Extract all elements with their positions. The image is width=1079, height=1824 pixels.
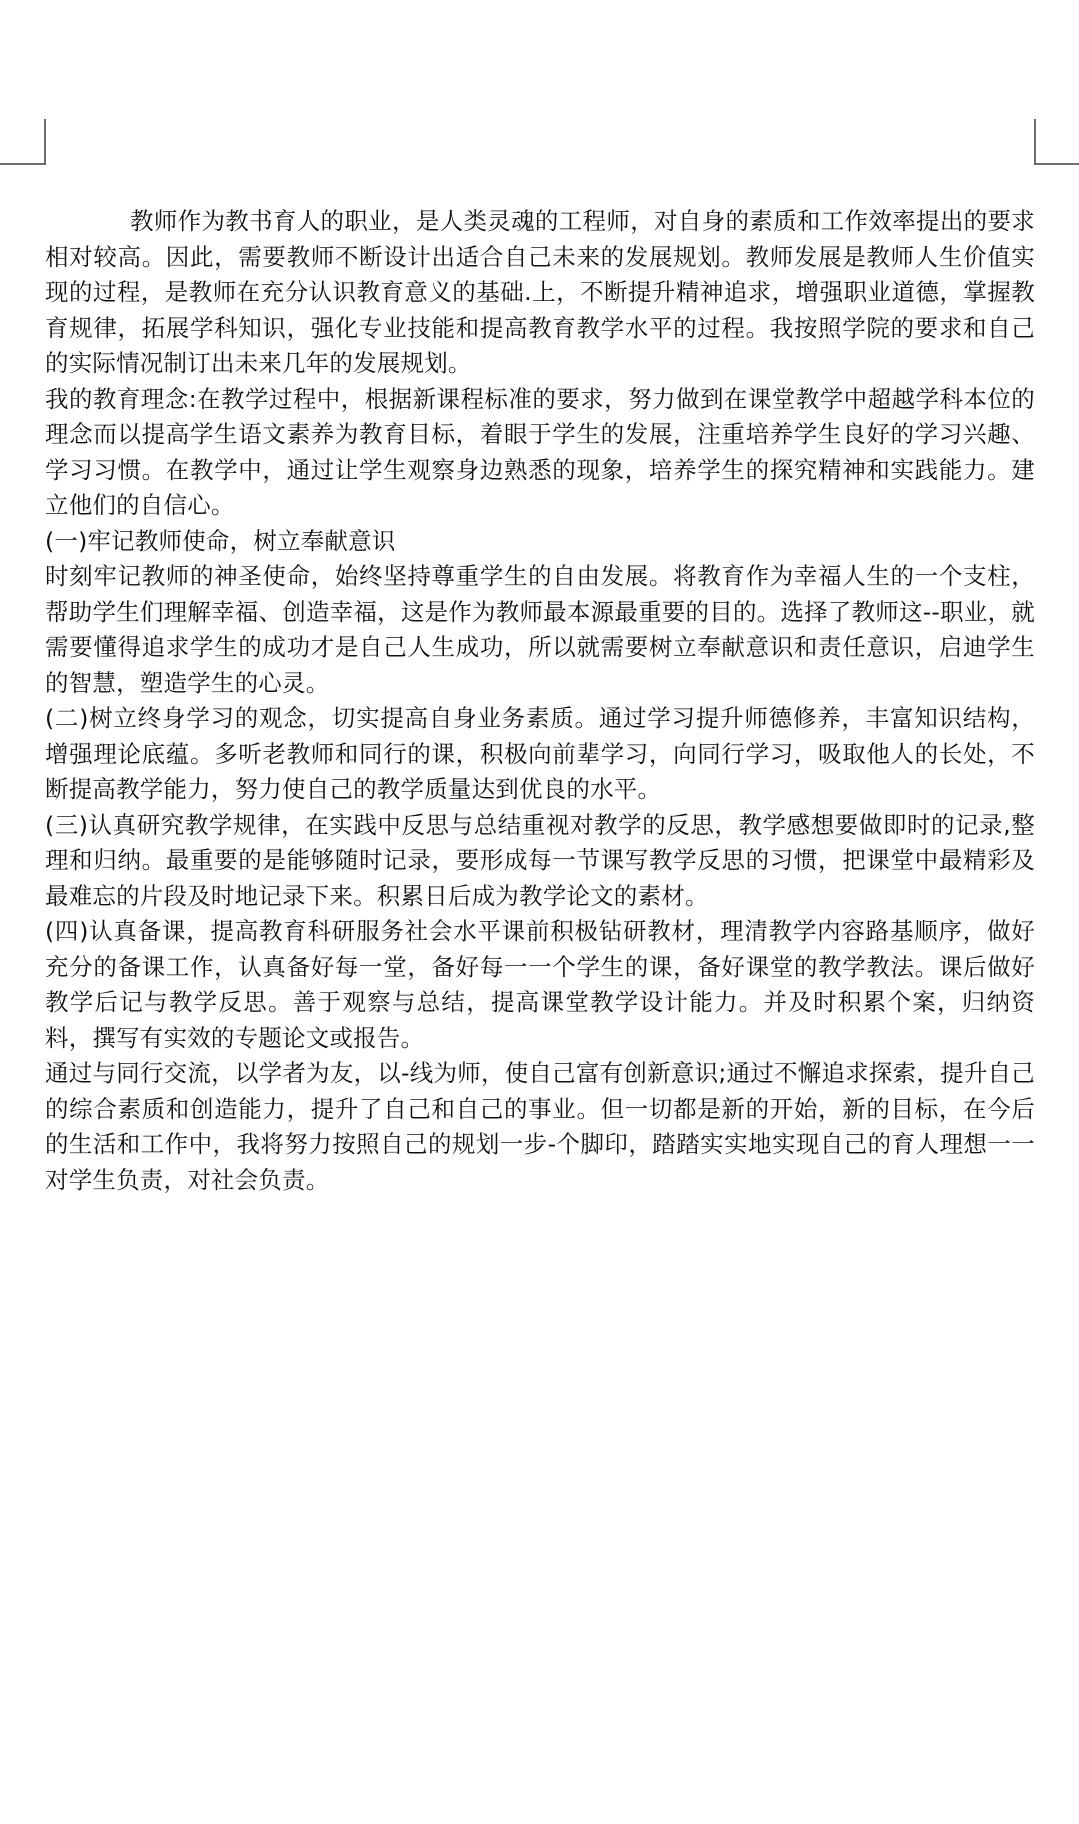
paragraph-intro: 教师作为教书育人的职业，是人类灵魂的工程师，对自身的素质和工作效率提出的要求相对较高。因此，需要教师不断设计出适合自己未来的发展规划。教师发展是教师人生价值实现的过程，是教师在充分认识教育意义的基础.上，不断提升精神追求，增强职业道德，掌握教育规律，拓展学科知识，强化专业技能和提高教育教学水平的过程。我按照学院的要求和自己的实际情况制订出未来几年的发展规划。	[45, 207, 1035, 377]
document-body	[45, 204, 1035, 1198]
paragraph-education-philosophy: 我的教育理念:在教学过程中，根据新课程标准的要求，努力做到在课堂教学中超越学科本位的理念而以提高学生语文素养为教育目标，着眼于学生的发展，注重培养学生良好的学习兴趣、学习习惯。在教学中，通过让学生观察身边熟悉的现象，培养学生的探究精神和实践能力。建立他们的自信心。	[45, 384, 1035, 519]
paragraph-mission: 时刻牢记教师的神圣使命，始终坚持尊重学生的自由发展。将教育作为幸福人生的一个支柱，帮助学生们理解幸福、创造幸福，这是作为教师最本源最重要的目的。选择了教师这--职业，就需要懂得追求学生的成功才是自己人生成功，所以就需要树立奉献意识和责任意识，启迪学生的智慧，塑造学生的心灵。	[45, 562, 1035, 697]
paragraph-heading-1: (一)牢记教师使命，树立奉献意识	[45, 526, 396, 555]
crop-mark-top-left	[0, 119, 46, 165]
crop-mark-top-right	[1034, 119, 1079, 165]
paragraph-conclusion: 通过与同行交流，以学者为友，以-线为师，使自己富有创新意识;通过不懈追求探索，提升自己的综合素质和创造能力，提升了自己和自己的事业。但一切都是新的开始，新的目标，在今后的生活和工作中，我将努力按照自己的规划一步-个脚印，踏踏实实地实现自己的育人理想一一对学生负责，对社会负责。	[45, 1059, 1035, 1194]
paragraph-lesson-prep: (四)认真备课，提高教育科研服务社会水平课前积极钻研教材，理清教学内容路基顺序，做好充分的备课工作，认真备好每一堂，备好每一一个学生的课，备好课堂的教学教法。课后做好教学后记与教学反思。善于观察与总结，提高课堂教学设计能力。并及时积累个案，归纳资料，撰写有实效的专题论文或报告。	[45, 917, 1035, 1052]
paragraph-teaching-research: (三)认真研究教学规律，在实践中反思与总结重视对教学的反思，教学感想要做即时的记录,整理和归纳。最重要的是能够随时记录，要形成每一节课写教学反思的习惯，把课堂中最精彩及最难忘的片段及时地记录下来。积累日后成为教学论文的素材。	[45, 810, 1035, 910]
paragraph-lifelong-learning: (二)树立终身学习的观念，切实提高自身业务素质。通过学习提升师德修养，丰富知识结构，增强理论底蕴。多听老教师和同行的课，积极向前辈学习，向同行学习，吸取他人的长处，不断提高教学能力，努力使自己的教学质量达到优良的水平。	[45, 704, 1035, 803]
